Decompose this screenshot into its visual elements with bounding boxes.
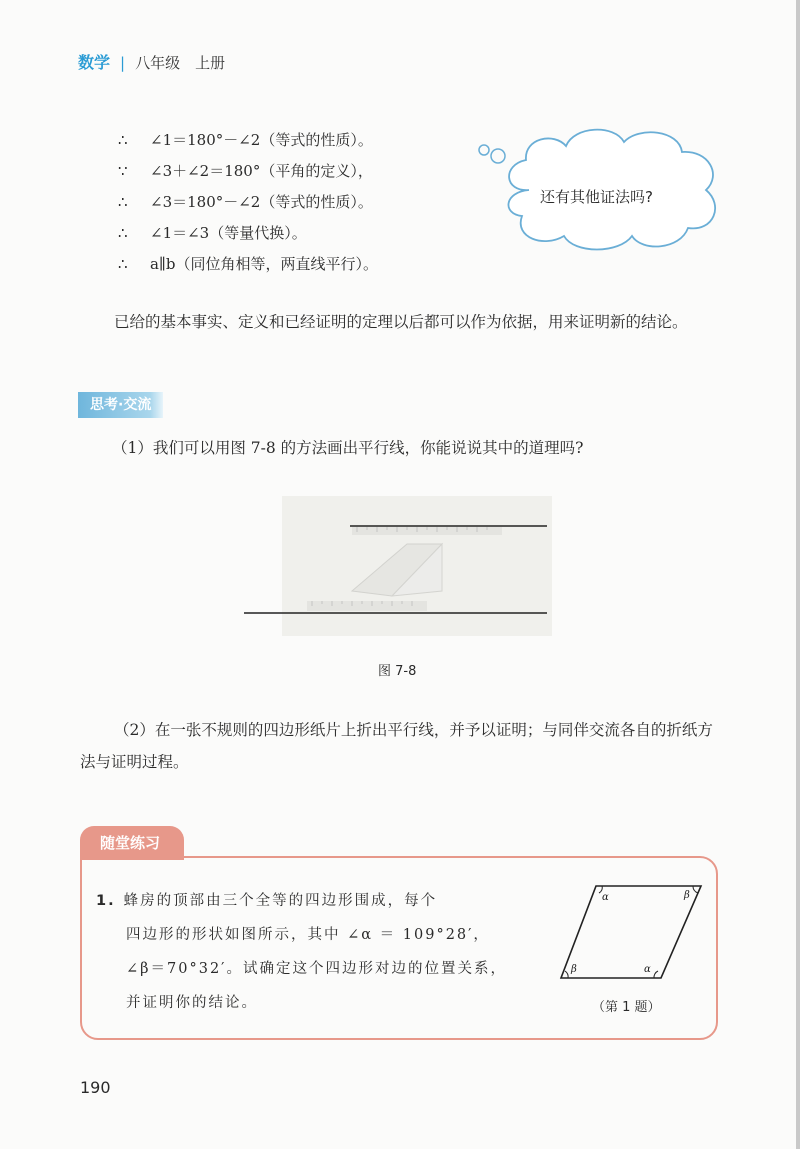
header-separator: | <box>120 54 126 72</box>
therefore-symbol: ∴ <box>118 254 128 273</box>
question-1: （1）我们可以用图 7-8 的方法画出平行线，你能说说其中的道理吗? <box>112 439 584 457</box>
running-header <box>78 50 225 73</box>
therefore-symbol: ∴ <box>118 223 128 242</box>
proof-statement: ∠1＝∠3（等量代换）。 <box>150 224 307 242</box>
question-2: （2）在一张不规则的四边形纸片上折出平行线，并予以证明；与同伴交流各自的折纸方法与证明过程。 <box>80 721 713 771</box>
proof-line <box>118 248 378 279</box>
proof-line <box>118 124 378 155</box>
paragraph: 已给的基本事实、定义和已经证明的定理以后都可以作为依据，用来证明新的结论。 <box>114 313 688 331</box>
angle-alpha-label: α <box>602 892 609 903</box>
parallelogram-figure <box>556 876 706 986</box>
exercise-1-text <box>96 884 566 1020</box>
exercise-line: 四边形的形状如图所示，其中 ∠α ＝ 109°28′， <box>126 927 490 943</box>
therefore-symbol: ∴ <box>118 192 128 211</box>
therefore-symbol: ∴ <box>118 130 128 149</box>
angle-beta-label: β <box>684 890 690 901</box>
header-subject: 数学 <box>78 53 111 72</box>
header-grade: 八年级 上册 <box>135 54 226 72</box>
exercise-line: 并证明你的结论。 <box>126 995 258 1011</box>
page-edge <box>796 0 800 1149</box>
exercise-line-text: 蜂房的顶部由三个全等的四边形围成，每个 <box>123 893 438 909</box>
exercise-line: ∠β＝70°32′。试确定这个四边形对边的位置关系， <box>126 961 507 977</box>
proof-statement: ∠1＝180°－∠2（等式的性质）。 <box>150 131 373 149</box>
exercise-tab: 随堂练习 <box>80 826 184 860</box>
angle-beta-label: β <box>571 964 577 975</box>
because-symbol: ∵ <box>118 161 128 180</box>
cloud-question: 还有其他证法吗? <box>540 188 653 206</box>
proof-statement: ∠3＝180°－∠2（等式的性质）。 <box>150 193 373 211</box>
proof-line <box>118 217 378 248</box>
exercise-figure-caption: （第 1 题） <box>592 1000 661 1015</box>
figure-caption: 图 7-8 <box>378 664 417 679</box>
think-discuss-label: 思考·交流 <box>78 392 163 418</box>
figure-7-8-ruler-triangle <box>242 496 552 646</box>
exercise-line <box>96 884 566 918</box>
proof-line <box>118 155 378 186</box>
proof-statement: a∥b（同位角相等，两直线平行）。 <box>150 255 378 273</box>
proof-block <box>118 124 378 279</box>
proof-line <box>118 186 378 217</box>
angle-alpha-label: α <box>644 964 651 975</box>
proof-statement: ∠3＋∠2＝180°（平角的定义）， <box>150 162 373 180</box>
page-number: 190 <box>80 1078 111 1097</box>
exercise-number: 1. <box>96 893 116 909</box>
